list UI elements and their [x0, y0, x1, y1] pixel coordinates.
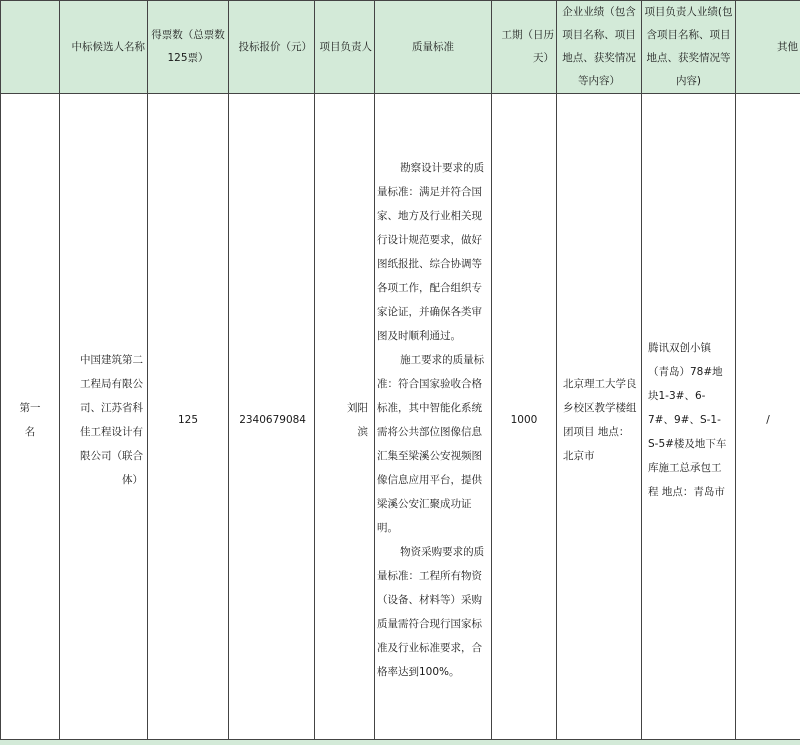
header-candidate-name	[60, 1, 148, 94]
cell-candidate-name: 中国建筑第二工程局有限公司、江苏省科佳工程设计有限公司（联合体）	[60, 94, 148, 745]
cell-project-lead: 刘阳滨	[315, 94, 375, 745]
cell-lead-record: 腾讯双创小镇（青岛）78#地块1-3#、6-7#、9#、S-1-S-5#楼及地下车库施工总承包工程 地点：青岛市	[642, 94, 736, 745]
header-rank	[1, 1, 60, 94]
cell-company-record: 北京理工大学良乡校区教学楼组团项目 地点：北京市	[557, 94, 642, 745]
table-header-row	[1, 1, 800, 94]
header-quality-standard: 质量标准	[375, 1, 492, 94]
header-duration	[492, 1, 557, 94]
cell-bid-price: 2340679084	[229, 94, 315, 745]
quality-paragraph-design: 勘察设计要求的质量标准：满足并符合国家、地方及行业相关现行设计规范要求，做好图纸报批、综合协调等各项工作，配合组织专家论证，并确保各类审图及时顺利通过。	[377, 161, 485, 342]
header-company-record	[557, 1, 642, 94]
cell-other: /	[736, 94, 800, 745]
header-votes-text: 得票数（总票数125票）	[151, 29, 225, 64]
header-lead-record-text: 项目负责人业绩(包含项目名称、项目地点、获奖情况等内容)	[644, 6, 733, 87]
header-other: 其他	[736, 1, 800, 94]
cell-votes: 125	[148, 94, 229, 745]
header-project-lead	[315, 1, 375, 94]
header-duration-text: 工期（日历天）	[501, 29, 554, 64]
cell-quality-standard	[375, 94, 492, 745]
header-votes	[148, 1, 229, 94]
table-row	[1, 94, 800, 745]
header-bid-price	[229, 1, 315, 94]
header-bid-price-text: 投标报价（元）	[238, 40, 312, 53]
cell-rank: 第一名	[1, 94, 60, 745]
header-candidate-name-text: 中标候选人名称	[71, 40, 145, 53]
next-row-edge	[0, 739, 800, 745]
header-lead-record	[642, 1, 736, 94]
header-company-record-text: 企业业绩（包含项目名称、项目地点、获奖情况等内容）	[562, 6, 636, 87]
header-project-lead-text: 项目负责人	[319, 40, 372, 53]
cell-duration: 1000	[492, 94, 557, 745]
quality-paragraph-procurement: 物资采购要求的质量标准：工程所有物资（设备、材料等）采购质量需符合现行国家标准及行业标准要求，合格率达到100%。	[377, 545, 485, 678]
quality-paragraph-construction: 施工要求的质量标准：符合国家验收合格标准，其中智能化系统需将公共部位图像信息汇集至梁溪公安视频图像信息应用平台，提供梁溪公安汇聚成功证明。	[377, 353, 485, 534]
